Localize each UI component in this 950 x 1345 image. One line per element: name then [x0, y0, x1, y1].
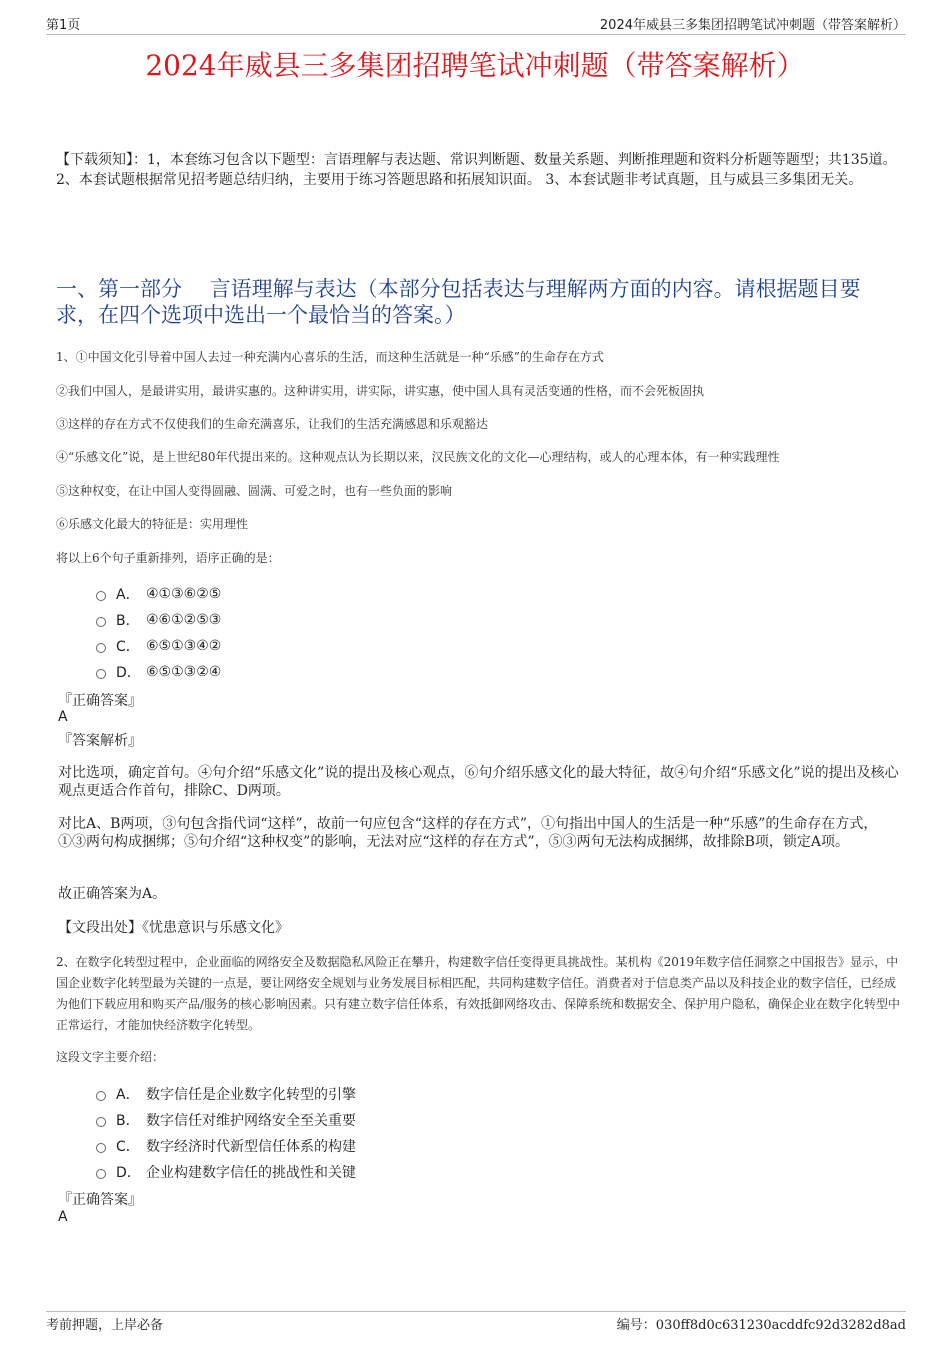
q1-option-d[interactable]	[96, 662, 221, 682]
q1-line-5: ⑤这种权变，在让中国人变得圆融、圆满、可爱之时，也有一些负面的影响	[56, 484, 453, 498]
q1-option-c[interactable]	[96, 636, 221, 656]
radio-icon[interactable]	[96, 1091, 106, 1101]
option-text: ④⑥①②⑤③	[146, 612, 222, 628]
radio-icon[interactable]	[96, 643, 106, 653]
option-letter: B．	[116, 1113, 140, 1129]
q2-option-b[interactable]	[96, 1110, 356, 1130]
option-letter: B．	[116, 613, 140, 629]
radio-icon[interactable]	[96, 591, 106, 601]
header-page-number: 第1页	[46, 18, 81, 33]
q2-prompt: 这段文字主要介绍：	[56, 1050, 165, 1064]
q2-answer: A	[58, 1209, 68, 1225]
q1-line-4: ④“乐感文化”说，是上世纪80年代提出来的。这种观点认为长期以来，汉民族文化的文化—心理结构，或人的心理本体，有一种实践理性	[56, 450, 780, 464]
q1-prompt: 将以上6个句子重新排列，语序正确的是：	[56, 551, 280, 565]
header-doc-title: 2024年威县三多集团招聘笔试冲刺题（带答案解析）	[599, 18, 906, 33]
q1-option-b[interactable]	[96, 610, 221, 630]
header-divider	[46, 34, 906, 35]
option-letter: D．	[116, 665, 141, 681]
q1-line-3: ③这样的存在方式不仅使我们的生命充满喜乐，让我们的生活充满感恩和乐观豁达	[56, 417, 489, 431]
q1-source: 【文段出处】《忧患意识与乐感文化》	[58, 920, 289, 936]
q2-option-c[interactable]	[96, 1136, 356, 1156]
option-letter: D．	[116, 1165, 141, 1181]
q1-line-6: ⑥乐感文化最大的特征是：实用理性	[56, 517, 249, 531]
radio-icon[interactable]	[96, 617, 106, 627]
q1-line-1: 1、①中国文化引导着中国人去过一种充满内心喜乐的生活，而这种生活就是一种“乐感”的生命存在方式	[56, 350, 604, 364]
q1-answer-label: 『正确答案』	[58, 693, 142, 709]
footer-doc-id: 编号：030ff8d0c631230acddfc92d3282d8ad	[616, 1318, 906, 1333]
q1-analysis-p3: 故正确答案为A。	[58, 886, 167, 902]
q2-option-d[interactable]	[96, 1162, 356, 1182]
q1-analysis-p1: 对比选项，确定首句。④句介绍“乐感文化”说的提出及核心观点，⑥句介绍乐感文化的最大特征，故④句介绍“乐感文化”说的提出及核心观点更适合作首句，排除C、D两项。	[58, 765, 899, 799]
option-text: 数字信任是企业数字化转型的引擎	[146, 1087, 356, 1103]
q1-option-a[interactable]	[96, 584, 221, 604]
radio-icon[interactable]	[96, 669, 106, 679]
option-letter: C．	[116, 639, 140, 655]
option-text: 企业构建数字信任的挑战性和关键	[146, 1165, 356, 1181]
page-title: 2024年威县三多集团招聘笔试冲刺题（带答案解析）	[145, 49, 805, 82]
radio-icon[interactable]	[96, 1117, 106, 1127]
radio-icon[interactable]	[96, 1169, 106, 1179]
q1-analysis-label: 『答案解析』	[58, 733, 142, 749]
q1-analysis-p2: 对比A、B两项，③句包含指代词“这样”，故前一句应包含“这样的存在方式”，①句指出中国人的生活是一种“乐感”的生命存在方式，①③两句构成捆绑；⑤句介绍“这种权变”的影响，无法对应“这样的存在方式”，⑤③两句无法构成捆绑，故排除B项，锁定A项。	[58, 816, 878, 850]
footer-slogan: 考前押题，上岸必备	[46, 1318, 164, 1333]
q1-answer: A	[58, 709, 68, 725]
radio-icon[interactable]	[96, 1143, 106, 1153]
q1-line-2: ②我们中国人，是最讲实用，最讲实惠的。这种讲实用，讲实际，讲实惠，使中国人具有灵活变通的性格，而不会死板固执	[56, 384, 705, 398]
option-letter: A．	[116, 587, 140, 603]
q2-option-a[interactable]	[96, 1084, 356, 1104]
option-text: 数字信任对维护网络安全至关重要	[146, 1113, 356, 1129]
option-letter: A．	[116, 1087, 140, 1103]
footer-divider	[46, 1311, 906, 1312]
option-text: ④①③⑥②⑤	[146, 586, 222, 602]
download-notice: 【下载须知】：1，本套练习包含以下题型：言语理解与表达题、常识判断题、数量关系题、判断推理题和资料分析题等题型；共135道。 2、本套试题根据常见招考题总结归纳，主要用于练习答题思路和拓展知识面。 3、本套试题非考试真题，且与威县三多集团无关。	[56, 152, 897, 188]
option-text: ⑥⑤①③④②	[146, 638, 222, 654]
option-letter: C．	[116, 1139, 140, 1155]
section-heading: 一、第一部分 言语理解与表达（本部分包括表达与理解两方面的内容。请根据题目要求，在四个选项中选出一个最恰当的答案。）	[56, 277, 861, 327]
q2-text: 2、在数字化转型过程中，企业面临的网络安全及数据隐私风险正在攀升，构建数字信任变得更具挑战性。某机构《2019年数字信任洞察之中国报告》显示，中国企业数字化转型最为关键的一点是，要让网络安全规划与业务发展目标相匹配，共同构建数字信任。消费者对于信息类产品以及科技企业的数字信任，已经成为他们下载应用和购买产品/服务的核心影响因素。只有建立数字信任体系，有效抵御网络攻击、保障系统和数据安全、保护用户隐私，确保企业在数字化转型中正常运行，才能加快经济数字化转型。	[56, 955, 901, 1032]
option-text: 数字经济时代新型信任体系的构建	[146, 1139, 356, 1155]
q2-answer-label: 『正确答案』	[58, 1192, 142, 1208]
option-text: ⑥⑤①③②④	[146, 664, 222, 680]
